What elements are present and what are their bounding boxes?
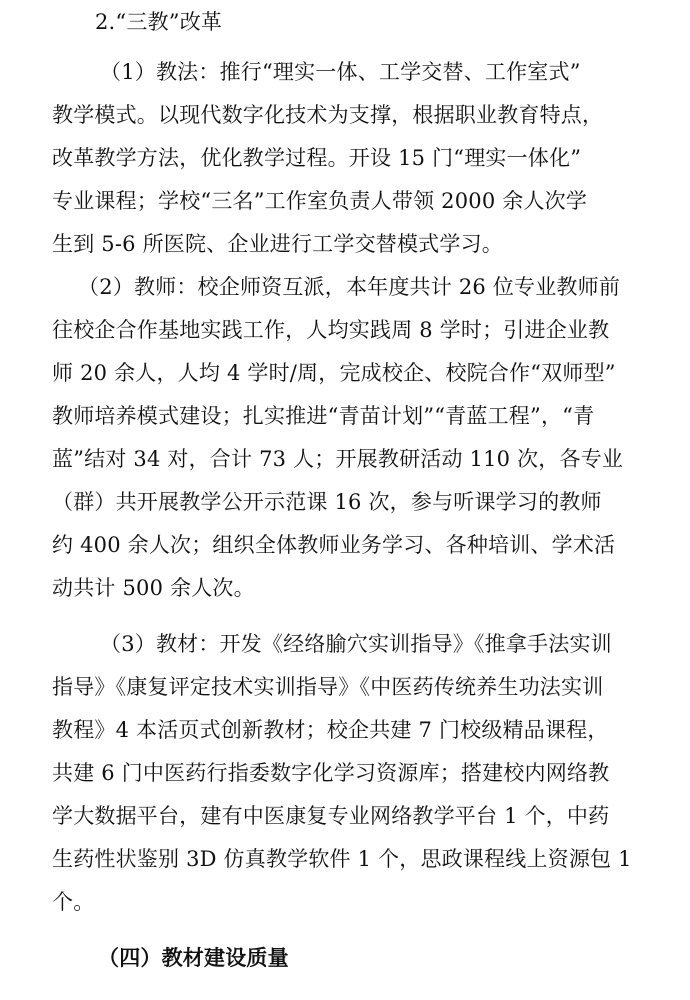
paragraph-line: 动共计 500 余人次。 xyxy=(52,576,255,600)
paragraph-line: 学大数据平台，建有中医康复专业网络教学平台 1 个，中药 xyxy=(52,804,610,828)
paragraph-line: 约 400 余人次；组织全体教师业务学习、各种培训、学术活 xyxy=(52,533,616,557)
paragraph-line: （1）教法：推行“理实一体、工学交替、工作室式” xyxy=(100,60,581,84)
paragraph-line: （3）教材：开发《经络腧穴实训指导》《推拿手法实训 xyxy=(100,632,612,656)
paragraph-line: 教程》4 本活页式创新教材；校企共建 7 门校级精品课程， xyxy=(52,718,609,742)
paragraph-line: 教学模式。以现代数字化技术为支撑，根据职业教育特点， xyxy=(52,103,604,127)
paragraph-line: 指导》《康复评定技术实训指导》《中医药传统养生功法实训 xyxy=(52,675,604,699)
paragraph-line: 个。 xyxy=(52,890,95,914)
paragraph-line: 改革教学方法，优化教学过程。开设 15 门“理实一体化” xyxy=(52,146,582,170)
paragraph-line: 共建 6 门中医药行指委数字化学习资源库；搭建校内网络教 xyxy=(52,761,610,785)
paragraph-line: 生到 5-6 所医院、企业进行工学交替模式学习。 xyxy=(52,232,503,256)
section-heading-three-reforms: 2.“三教”改革 xyxy=(95,10,223,34)
paragraph-line: 师 20 余人，人均 4 学时/周，完成校企、校院合作“双师型” xyxy=(52,361,616,385)
paragraph-line: （群）共开展教学公开示范课 16 次，参与听课学习的教师 xyxy=(52,490,602,514)
paragraph-line: 生药性状鉴别 3D 仿真教学软件 1 个，思政课程线上资源包 1 xyxy=(52,847,632,871)
paragraph-line: （2）教师：校企师资互派，本年度共计 26 位专业教师前 xyxy=(78,275,621,299)
paragraph-line: 往校企合作基地实践工作，人均实践周 8 学时；引进企业教 xyxy=(52,318,610,342)
paragraph-line: 教师培养模式建设；扎实推进“青苗计划”“青蓝工程”，“青 xyxy=(52,404,595,428)
paragraph-line: 蓝”结对 34 对，合计 73 人；开展教研活动 110 次，各专业 xyxy=(52,447,624,471)
section-heading-material-quality: （四）教材建设质量 xyxy=(98,945,289,970)
paragraph-line: 专业课程；学校“三名”工作室负责人带领 2000 余人次学 xyxy=(52,189,588,213)
